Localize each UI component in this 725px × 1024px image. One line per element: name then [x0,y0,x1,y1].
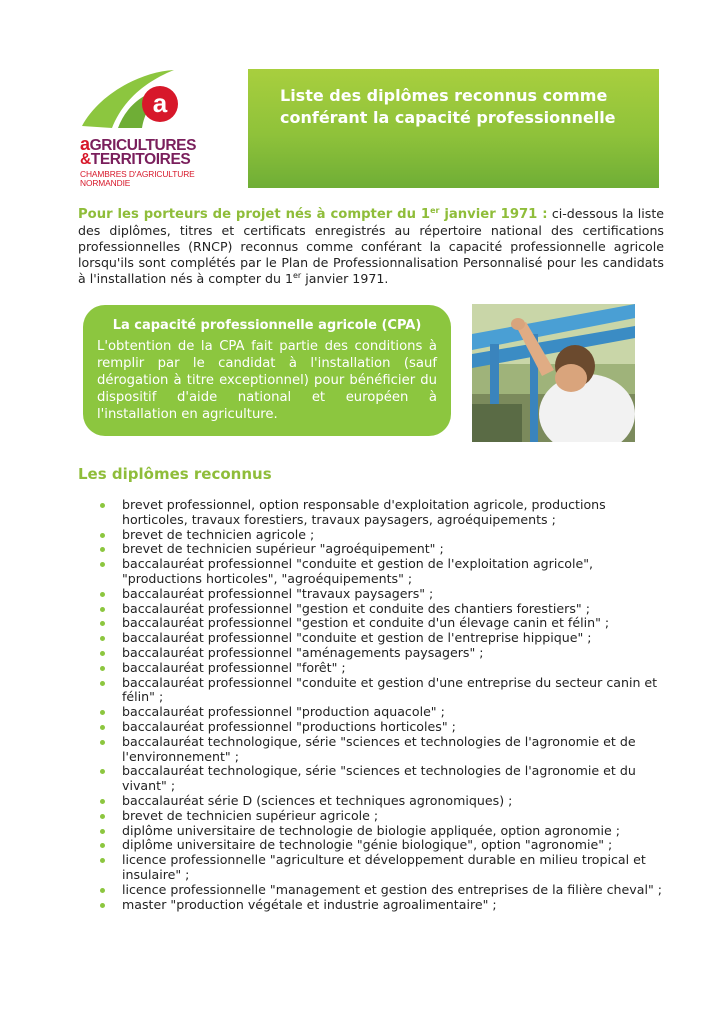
list-item: brevet de technicien agricole ; [98,528,664,543]
list-item: baccalauréat professionnel "production aquacole" ; [98,705,664,720]
logo-emblem-icon [78,66,188,132]
list-item: baccalauréat professionnel "conduite et gestion de l'entreprise hippique" ; [98,631,664,646]
list-item: baccalauréat professionnel "aménagements paysagers" ; [98,646,664,661]
svg-text:a: a [152,88,168,118]
cpa-title: La capacité professionnelle agricole (CPA) [112,318,422,333]
page-title: Liste des diplômes reconnus comme conférant la capacité professionnelle [280,86,616,127]
bullet-icon [100,621,105,626]
logo-brand-line2: &TERRITOIRES [80,151,191,168]
cpa-info-box [83,305,451,436]
bullet-icon [100,710,105,715]
bullet-icon [100,533,105,538]
intro-lead: Pour les porteurs de projet nés à compter du 1er janvier 1971 : [78,206,548,222]
bullet-icon [100,858,105,863]
logo-subtitle-line1: CHAMBRES D'AGRICULTURE [80,169,195,179]
intro-paragraph: Pour les porteurs de projet nés à compter du 1er janvier 1971 : ci-dessous la liste des diplômes, titres et certificats enregistrés au répertoire national des certifications professionnelles (RNCP) reconnus comme conférant la capacité professionnelle agricole lorsqu'ils sont complétés par le Plan de Professionnalisation Personnalisé pour les candidats à l'installation nés à compter du 1er janvier 1971. [78,206,665,286]
bullet-icon [100,666,105,671]
list-item: baccalauréat technologique, série "sciences et technologies de l'agronomie et de l'environnement" ; [98,735,664,765]
list-item: baccalauréat professionnel "travaux paysagers" ; [98,587,664,602]
list-item: master "production végétale et industrie agroalimentaire" ; [98,898,664,913]
bullet-icon [100,651,105,656]
bullet-icon [100,799,105,804]
list-item: baccalauréat série D (sciences et techniques agronomiques) ; [98,794,664,809]
bullet-icon [100,829,105,834]
bullet-icon [100,903,105,908]
logo-brand-line1: aGRICULTURES [80,134,197,154]
bullet-icon [100,592,105,597]
bullet-icon [100,547,105,552]
bullet-icon [100,562,105,567]
list-item: baccalauréat professionnel "gestion et conduite des chantiers forestiers" ; [98,602,664,617]
bullet-icon [100,503,105,508]
list-item: licence professionnelle "management et gestion des entreprises de la filière cheval" ; [98,883,664,898]
diploma-list [98,498,664,912]
bullet-icon [100,636,105,641]
bullet-icon [100,814,105,819]
list-item: diplôme universitaire de technologie de biologie appliquée, option agronomie ; [98,824,664,839]
bullet-icon [100,607,105,612]
list-item: baccalauréat professionnel "gestion et conduite d'un élevage canin et félin" ; [98,616,664,631]
list-item: baccalauréat professionnel "conduite et gestion d'une entreprise du secteur canin et félin" ; [98,676,664,706]
chambres-agriculture-logo [78,66,218,196]
list-item: baccalauréat professionnel "forêt" ; [98,661,664,676]
title-banner [248,69,659,188]
bullet-icon [100,740,105,745]
list-item: brevet professionnel, option responsable d'exploitation agricole, productions horticoles, travaux forestiers, travaux paysagers, agroéquipements ; [98,498,664,528]
list-item: baccalauréat technologique, série "sciences et technologies de l'agronomie et du vivant" ; [98,764,664,794]
cpa-text: L'obtention de la CPA fait partie des conditions à remplir par le candidat à l'installation (sauf dérogation à titre exceptionnel) pour bénéficier du dispositif d'aide national et européen à l'installation en agriculture. [97,339,437,422]
farmer-photo [472,304,635,442]
list-item: brevet de technicien supérieur "agroéquipement" ; [98,542,664,557]
list-item: diplôme universitaire de technologie "génie biologique", option "agronomie" ; [98,838,664,853]
logo-subtitle-line2: NORMANDIE [80,178,131,188]
list-item: baccalauréat professionnel "conduite et gestion de l'exploitation agricole", "productions horticoles", "agroéquipements" ; [98,557,664,587]
list-item: licence professionnelle "agriculture et développement durable en milieu tropical et insulaire" ; [98,853,664,883]
bullet-icon [100,725,105,730]
bullet-icon [100,888,105,893]
list-item: brevet de technicien supérieur agricole ; [98,809,664,824]
bullet-icon [100,681,105,686]
section-heading: Les diplômes reconnus [78,465,272,483]
bullet-icon [100,769,105,774]
list-item: baccalauréat professionnel "productions horticoles" ; [98,720,664,735]
bullet-icon [100,843,105,848]
